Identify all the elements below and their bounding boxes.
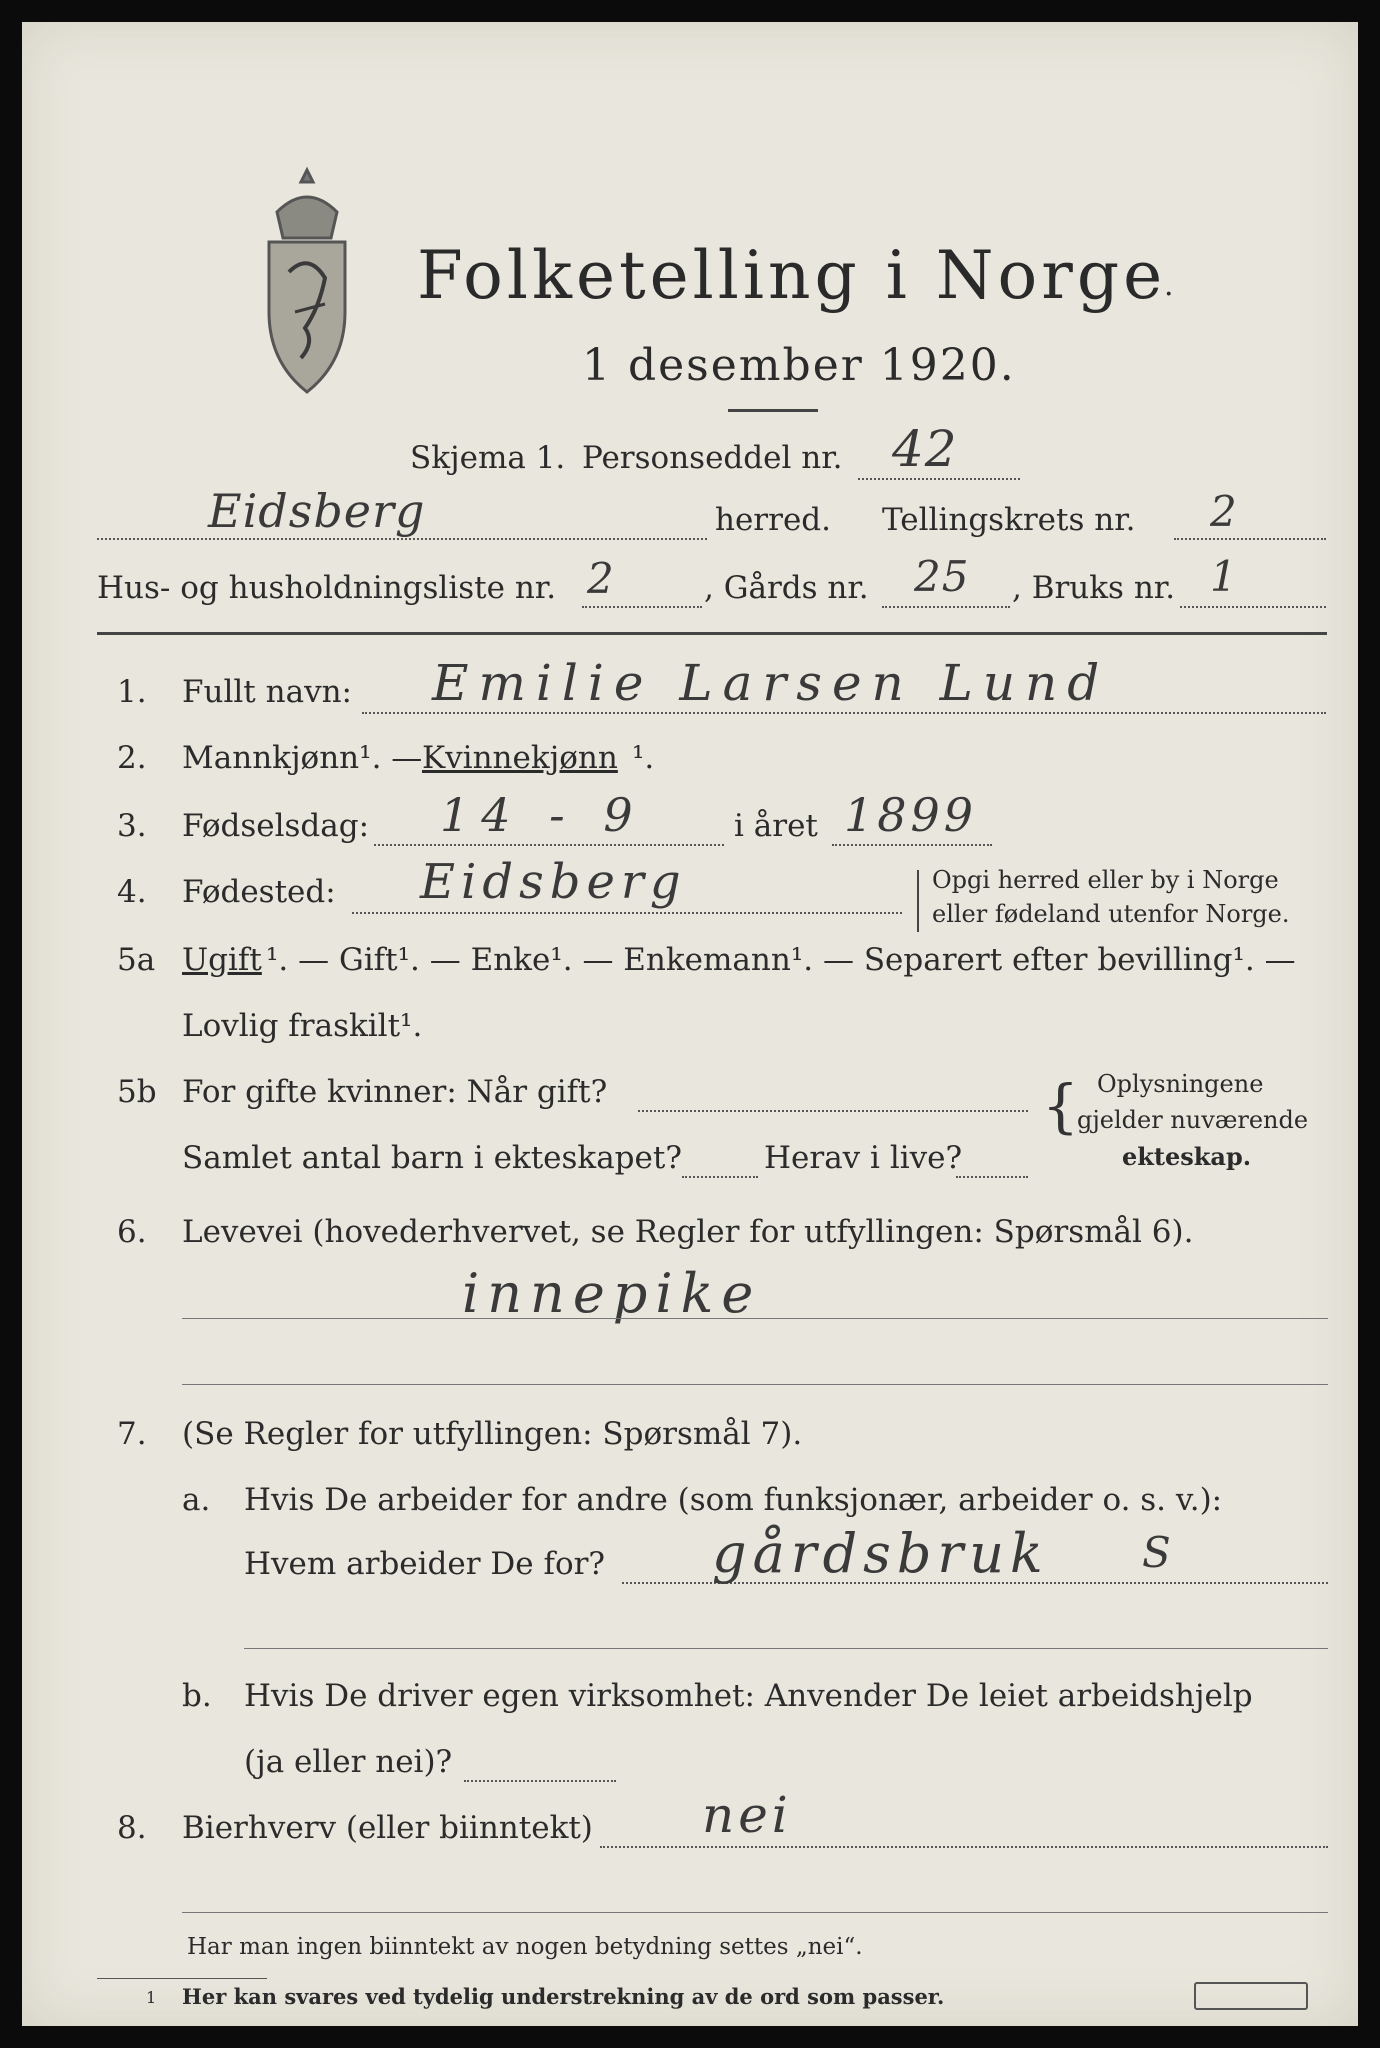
tellingskrets-value: 2	[1210, 487, 1238, 536]
q2-number: 2.	[117, 740, 147, 776]
gards-label: , Gårds nr.	[704, 570, 869, 606]
title-dot: ·	[1164, 277, 1174, 312]
q5a-number: 5a	[117, 942, 156, 978]
header-divider	[97, 632, 1327, 635]
q5b-number: 5b	[117, 1074, 157, 1110]
q1-number: 1.	[117, 674, 147, 710]
q3-year-value: 1899	[844, 788, 978, 842]
q5b-live-line	[956, 1176, 1028, 1178]
q7a-letter: a.	[182, 1482, 211, 1518]
q7a-line1: Hvis De arbeider for andre (som funksjonær, arbeider o. s. v.):	[244, 1482, 1223, 1518]
census-form	[22, 22, 1358, 2026]
q7b-line	[464, 1780, 616, 1782]
personseddel-line	[858, 478, 1020, 480]
schema-label: Skjema 1.	[410, 440, 566, 476]
tellingskrets-label: Tellingskrets nr.	[882, 502, 1136, 538]
bruks-value: 1	[1210, 552, 1238, 601]
tellingskrets-line	[1174, 538, 1326, 540]
q6-line-2	[182, 1384, 1328, 1385]
q4-value: Eidsberg	[420, 854, 687, 910]
q5a-options: ¹. — Gift¹. — Enke¹. — Enkemann¹. — Separert efter bevilling¹. —	[266, 942, 1296, 978]
q5b-line1: For gifte kvinner: Når gift?	[182, 1074, 608, 1110]
q3-value: 14 - 9	[440, 788, 645, 842]
footnote-rule	[97, 1978, 267, 1979]
q6-label: Levevei (hovederhvervet, se Regler for utfyllingen: Spørsmål 6).	[182, 1214, 1194, 1250]
bruks-line	[1180, 606, 1326, 608]
form-title: Folketelling i Norge	[417, 237, 1167, 314]
q2-female-sup: ¹.	[632, 740, 655, 776]
q4-line	[352, 912, 902, 914]
q8-line-2	[182, 1912, 1328, 1913]
q5b-line2b: Herav i live?	[764, 1140, 963, 1176]
q8-number: 8.	[117, 1810, 147, 1846]
q5b-line2a: Samlet antal barn i ekteskapet?	[182, 1140, 682, 1176]
q5b-barn-line	[682, 1176, 758, 1178]
q2-male: Mannkjønn¹. —	[182, 740, 423, 776]
q5a-fraskilt: Lovlig fraskilt¹.	[182, 1008, 423, 1044]
q5b-gift-line	[638, 1110, 1028, 1112]
q7-number: 7.	[117, 1416, 147, 1452]
q6-value: innepike	[462, 1262, 762, 1325]
q7a-value: gårdsbruk	[712, 1522, 1049, 1585]
q3-year-label: i året	[734, 808, 818, 844]
q5a-ugift: Ugift	[182, 942, 262, 978]
personseddel-value: 42	[892, 420, 958, 478]
q1-line	[362, 712, 1326, 714]
q1-value: Emilie Larsen Lund	[432, 654, 1110, 712]
census-date: 1 desember 1920.	[582, 340, 1016, 391]
q6-line-1	[182, 1318, 1328, 1319]
q8-line	[600, 1846, 1328, 1848]
q5b-note-3: ekteskap.	[1122, 1142, 1252, 1171]
herred-line	[97, 538, 707, 540]
title-rule	[728, 409, 818, 412]
q4-bracket	[917, 870, 925, 932]
q4-note-2: eller fødeland utenfor Norge.	[932, 900, 1290, 928]
husliste-label: Hus- og husholdningsliste nr.	[97, 570, 557, 606]
q3-number: 3.	[117, 808, 147, 844]
q4-number: 4.	[117, 874, 147, 910]
footer-note: Har man ingen biinntekt av nogen betydning settes „nei“.	[187, 1934, 863, 1960]
q7b-line2: (ja eller nei)?	[244, 1744, 453, 1780]
gards-line	[882, 606, 1010, 608]
q3-label: Fødselsdag:	[182, 808, 370, 844]
q7a-extra: S	[1142, 1528, 1172, 1577]
q5b-brace: {	[1042, 1072, 1079, 1140]
bruks-label: , Bruks nr.	[1012, 570, 1176, 606]
q5b-note-2: gjelder nuværende	[1077, 1106, 1309, 1134]
footnote-mark: 1	[146, 1988, 157, 2007]
q4-note-1: Opgi herred eller by i Norge	[932, 866, 1279, 894]
q5b-note-1: Oplysningene	[1097, 1070, 1264, 1098]
husliste-value: 2	[587, 554, 615, 603]
printer-stamp	[1194, 1982, 1308, 2010]
husliste-line	[582, 606, 702, 608]
q2-female: Kvinnekjønn	[422, 740, 618, 776]
q8-label: Bierhverv (eller biinntekt)	[182, 1810, 593, 1846]
q8-value: nei	[702, 1786, 792, 1844]
q7b-letter: b.	[182, 1678, 212, 1714]
q3-year-line	[832, 844, 992, 846]
q3-line	[374, 844, 724, 846]
gards-value: 25	[914, 552, 970, 601]
q7b-line1: Hvis De driver egen virksomhet: Anvender De leiet arbeidshjelp	[244, 1678, 1253, 1714]
q1-label: Fullt navn:	[182, 674, 352, 710]
q7a-line-2	[244, 1648, 1328, 1649]
q7-label: (Se Regler for utfyllingen: Spørsmål 7).	[182, 1416, 803, 1452]
footnote: Her kan svares ved tydelig understrekning av de ord som passer.	[182, 1984, 945, 2009]
coat-of-arms-icon	[247, 162, 367, 402]
herred-value: Eidsberg	[208, 484, 426, 538]
q4-label: Fødested:	[182, 874, 336, 910]
q7a-line2: Hvem arbeider De for?	[244, 1546, 606, 1582]
q6-number: 6.	[117, 1214, 147, 1250]
herred-label: herred.	[715, 502, 831, 538]
personseddel-label: Personseddel nr.	[582, 440, 843, 476]
